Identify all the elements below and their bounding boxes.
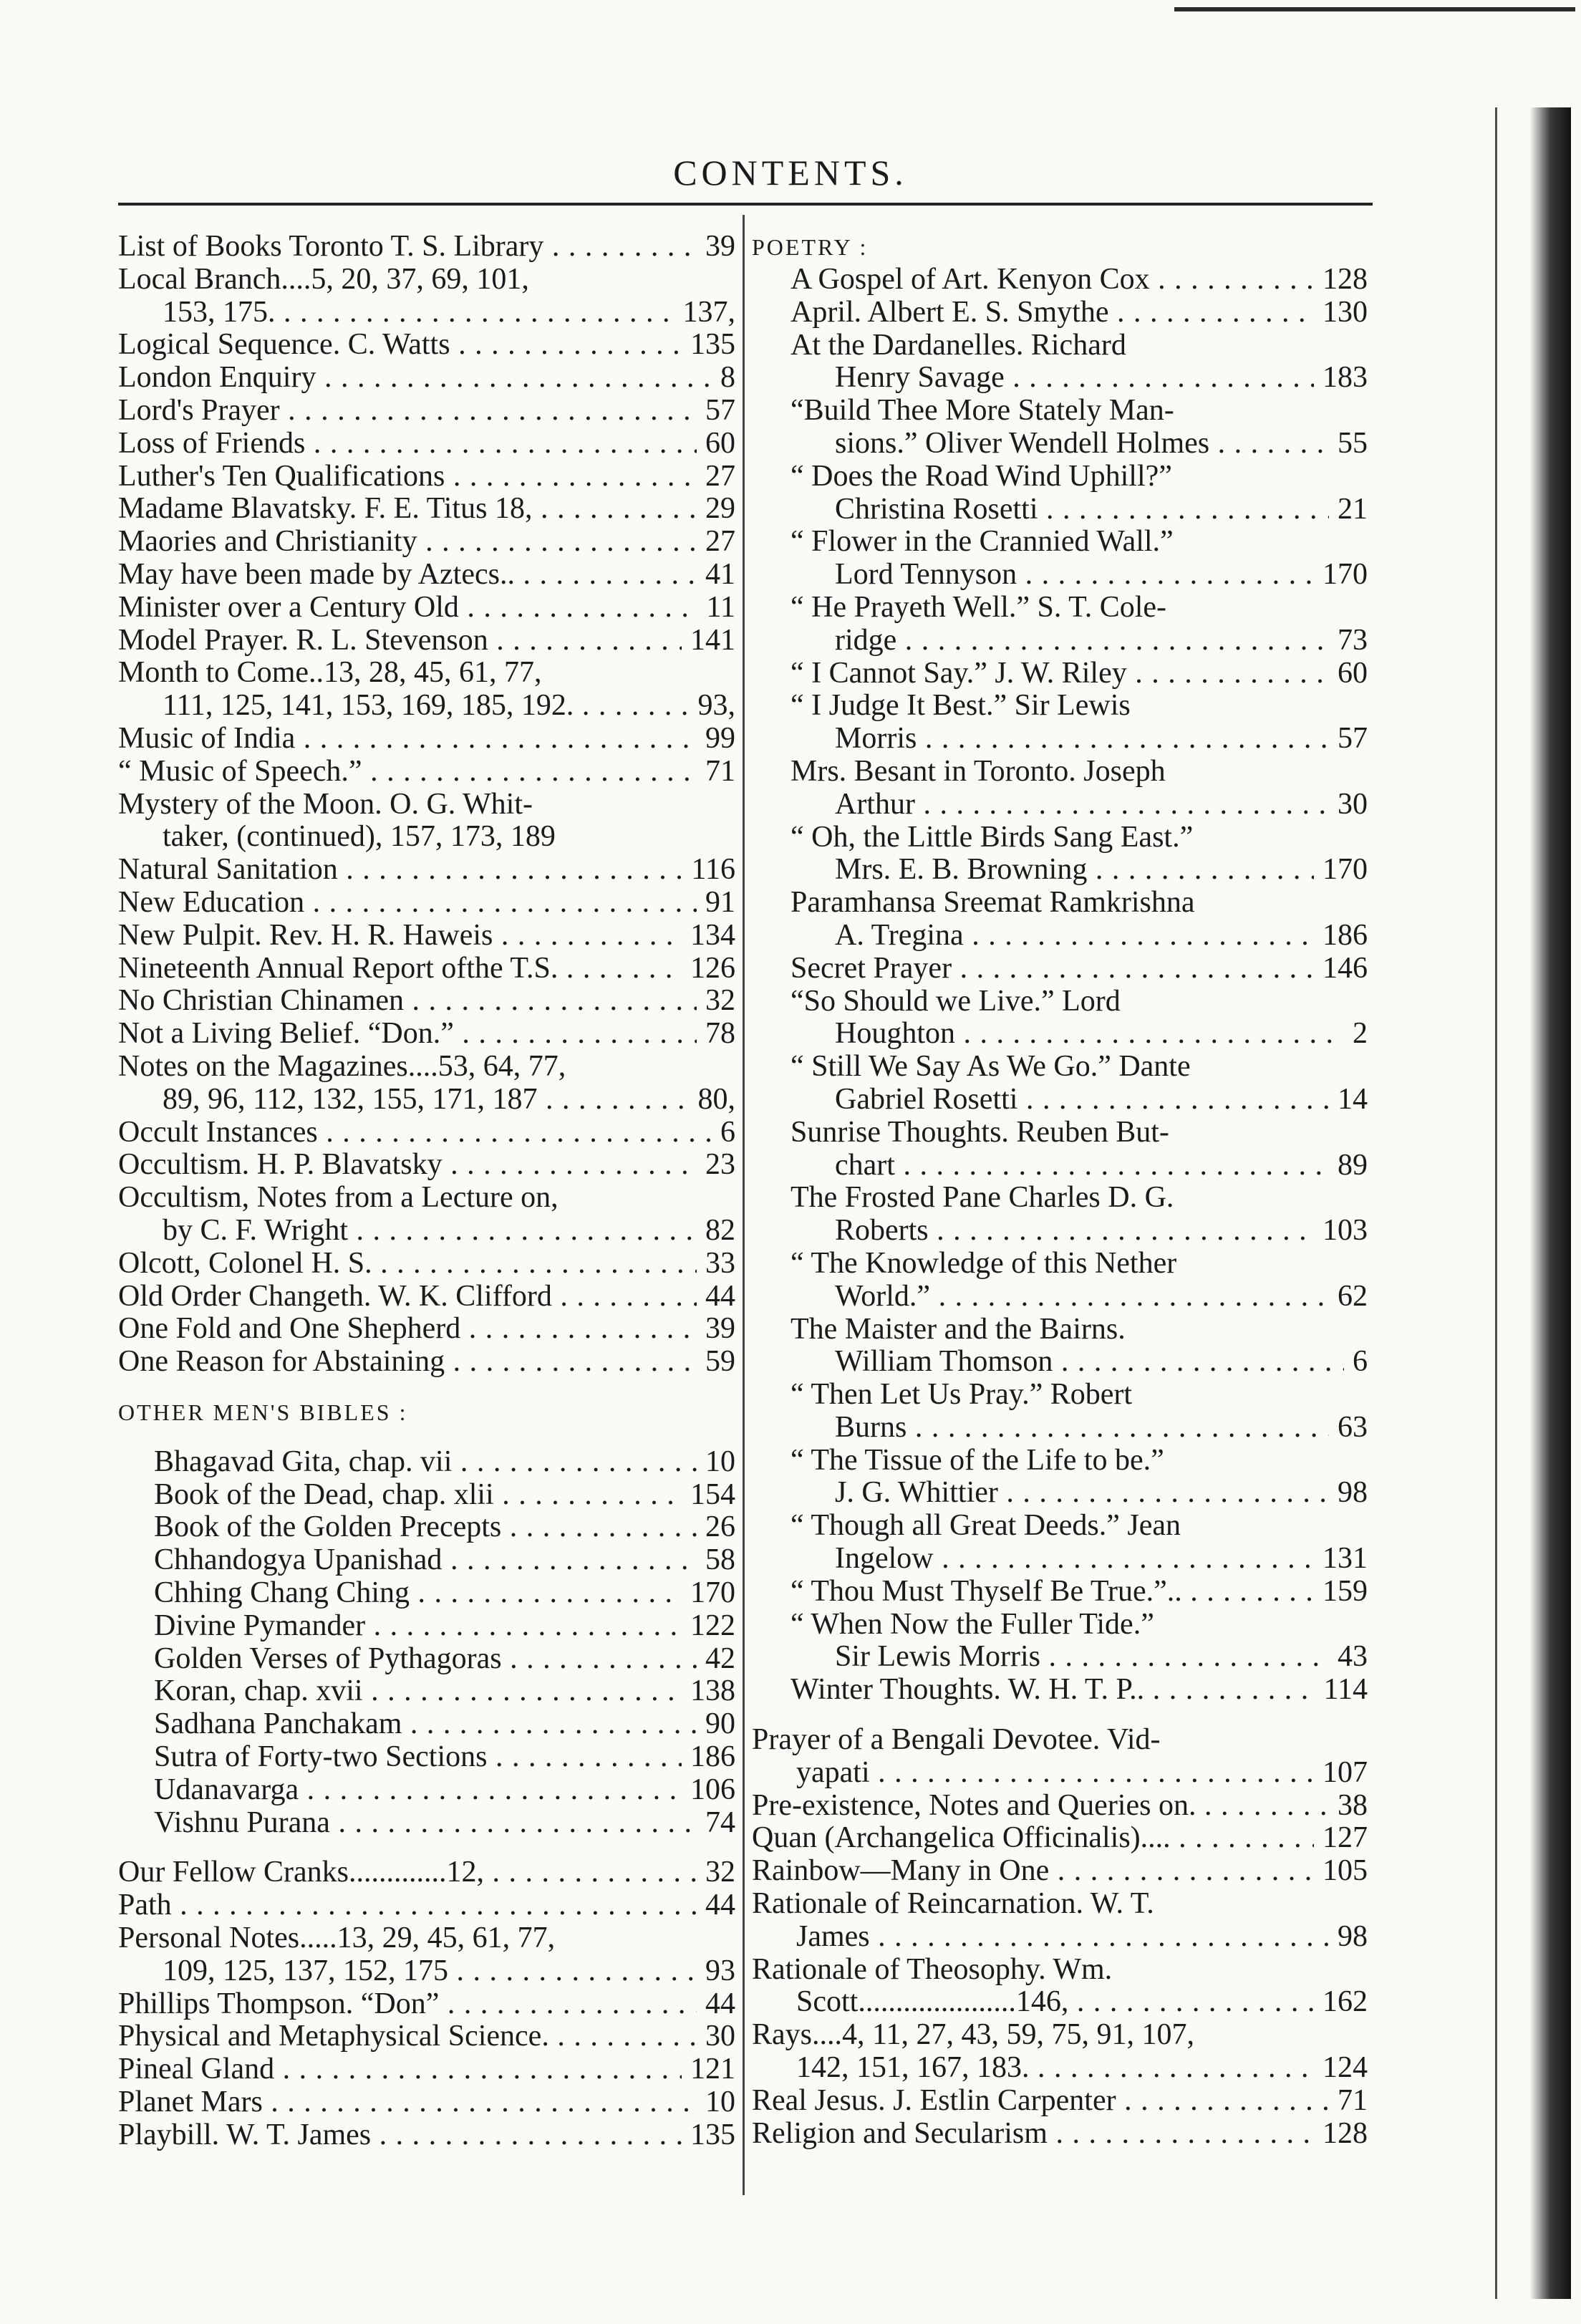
- entry-title: Henry Savage . . .: [835, 362, 1314, 395]
- entry-title: 89, 96, 112, 132, 155, 171, 187 . . .: [163, 1084, 690, 1117]
- entry-title: chart . . .: [835, 1149, 1329, 1182]
- index-entry: [752, 1724, 1368, 1790]
- entry-title: Arthur . . .: [835, 789, 1329, 821]
- page-number: 128: [1323, 263, 1368, 296]
- entry-title: Book of the Dead, chap. xlii . . .: [154, 1479, 682, 1512]
- index-entry: [118, 1117, 735, 1149]
- page-number: 11: [706, 590, 735, 624]
- index-entry: [118, 625, 735, 657]
- page-number: 71: [1338, 2083, 1368, 2117]
- bible-entry: [154, 1446, 735, 1479]
- title-rule: [118, 203, 1373, 206]
- index-entry: [118, 559, 735, 592]
- entry-title: At the Dardanelles. Richard: [790, 329, 1126, 362]
- index-entry: [118, 461, 735, 493]
- entry-title: The Frosted Pane Charles D. G.: [790, 1182, 1174, 1215]
- poem-entry: [790, 887, 1368, 953]
- page-number: 186: [1323, 918, 1368, 952]
- entry-title: yapati . . .: [796, 1757, 1314, 1790]
- index-entry: [118, 887, 735, 920]
- index-entry: [118, 1889, 735, 1922]
- page-number: 74: [705, 1805, 735, 1839]
- poem-entry: [790, 985, 1368, 1051]
- entry-title: Houghton . . .: [835, 1018, 1344, 1051]
- page-number: 60: [705, 426, 735, 460]
- entry-title: “So Should we Live.” Lord: [790, 985, 1121, 1018]
- index-entry: [752, 2019, 1368, 2085]
- entry-title: “ Flower in the Crannied Wall.”: [790, 526, 1174, 559]
- entry-title: “ Music of Speech.” . . .: [118, 756, 697, 789]
- index-entry: [752, 1888, 1368, 1954]
- entry-title: Vishnu Purana . . .: [154, 1807, 697, 1840]
- page-number: 135: [690, 328, 735, 362]
- entry-title: Sutra of Forty-two Sections . . .: [154, 1741, 682, 1774]
- poem-entry: [790, 1576, 1368, 1609]
- entry-title: Maories and Christianity . . .: [118, 526, 697, 559]
- entry-title: One Reason for Abstaining . . .: [118, 1346, 697, 1379]
- page-number: 116: [691, 853, 735, 887]
- entry-title: Minister over a Century Old . . .: [118, 592, 698, 625]
- entry-title: Path . . .: [118, 1889, 697, 1922]
- entry-title: Sadhana Panchakam . . .: [154, 1708, 697, 1741]
- entry-title: “ Thou Must Thyself Be True.”.. . . .: [790, 1576, 1314, 1609]
- entry-title: Rainbow—Many in One . . .: [752, 1855, 1314, 1888]
- poem-entry: [790, 1379, 1368, 1445]
- entry-title: J. G. Whittier . . .: [835, 1477, 1329, 1510]
- entry-title: Model Prayer. R. L. Stevenson . . .: [118, 625, 682, 657]
- entry-title: Prayer of a Bengali Devotee. Vid-: [752, 1724, 1161, 1757]
- entry-title: Lord's Prayer . . .: [118, 395, 697, 428]
- page-number: 93,: [697, 689, 735, 723]
- index-entry: [118, 2086, 735, 2119]
- entry-title: taker, (continued), 157, 173, 189: [163, 821, 556, 854]
- entry-title: Luther's Ten Qualifications . . .: [118, 461, 697, 493]
- index-entry: [752, 2118, 1368, 2151]
- page-number: 91: [705, 885, 735, 919]
- index-entry: [118, 493, 735, 526]
- entry-title: Pre-existence, Notes and Queries on. . . .: [752, 1790, 1329, 1823]
- page-number: 170: [1323, 853, 1368, 887]
- page-number: 114: [1323, 1673, 1368, 1707]
- entry-title: William Thomson . . .: [835, 1346, 1344, 1379]
- entry-title: No Christian Chinamen . . .: [118, 985, 697, 1018]
- entry-title: A Gospel of Art. Kenyon Cox . . .: [790, 264, 1314, 296]
- poem-entry: [790, 1445, 1368, 1510]
- page-number: 29: [705, 492, 735, 526]
- entry-title: ridge . . .: [835, 625, 1329, 657]
- page-number: 141: [690, 623, 735, 657]
- index-entry: [118, 1856, 735, 1889]
- entry-title: Morris . . .: [835, 723, 1329, 756]
- page-number: 33: [705, 1246, 735, 1280]
- page-number: 93: [705, 1954, 735, 1987]
- index-entry: [118, 1149, 735, 1182]
- entry-title: Religion and Secularism . . .: [752, 2118, 1314, 2151]
- entry-title: “ When Now the Fuller Tide.”: [790, 1608, 1154, 1641]
- index-entry: [118, 264, 735, 329]
- bible-entry: [154, 1643, 735, 1676]
- poem-entry: [790, 1510, 1368, 1576]
- index-entry: [118, 854, 735, 887]
- page-number: 162: [1323, 1985, 1368, 2019]
- page-number: 128: [1323, 2116, 1368, 2150]
- poem-entry: [790, 395, 1368, 461]
- page-number: 57: [1338, 722, 1368, 756]
- index-entry: [118, 723, 735, 756]
- index-entry: [118, 231, 735, 264]
- entry-title: Natural Sanitation . . .: [118, 854, 683, 887]
- bibles-list: [118, 1446, 735, 1840]
- page-number: 134: [690, 918, 735, 952]
- left-column: [118, 231, 735, 2152]
- index-entry: [752, 1954, 1368, 2020]
- page-number: 106: [690, 1773, 735, 1806]
- page-number: 10: [705, 2086, 735, 2119]
- index-entry: [118, 1248, 735, 1281]
- page-number: 6: [1353, 1345, 1368, 1379]
- bible-entry: [154, 1577, 735, 1610]
- index-entry: [118, 1051, 735, 1117]
- entry-title: Sunrise Thoughts. Reuben But-: [790, 1116, 1169, 1149]
- page-number: 135: [690, 2118, 735, 2151]
- poem-entry: [790, 690, 1368, 756]
- entry-title: James . . .: [796, 1921, 1329, 1954]
- index-entry: [118, 526, 735, 559]
- page-number: 21: [1338, 492, 1368, 526]
- entry-title: Our Fellow Cranks.............12, . . .: [118, 1856, 697, 1889]
- entry-title: Book of the Golden Precepts . . .: [154, 1511, 697, 1544]
- entry-title: Pineal Gland . . .: [118, 2053, 682, 2086]
- entry-title: Mystery of the Moon. O. G. Whit-: [118, 788, 533, 821]
- entry-title: 111, 125, 141, 153, 169, 185, 192. . . .: [163, 690, 690, 723]
- index-entry: [118, 953, 735, 985]
- entry-title: New Pulpit. Rev. H. R. Haweis . . .: [118, 920, 682, 953]
- entry-title: Nineteenth Annual Report ofthe T.S. . . .: [118, 953, 682, 985]
- entry-title: 142, 151, 167, 183. . . .: [796, 2052, 1314, 2085]
- entry-title: Burns . . .: [835, 1412, 1329, 1445]
- entry-title: Olcott, Colonel H. S. . . .: [118, 1248, 697, 1281]
- page-number: 43: [1338, 1640, 1368, 1674]
- entry-title: Mrs. E. B. Browning . . .: [835, 854, 1314, 887]
- page-number: 98: [1338, 1919, 1368, 1953]
- column-divider: [743, 215, 745, 2195]
- page-number: 30: [705, 2020, 735, 2053]
- entry-title: Udanavarga . . .: [154, 1774, 682, 1807]
- entry-title: April. Albert E. S. Smythe . . .: [790, 296, 1314, 329]
- entry-title: “ Does the Road Wind Uphill?”: [790, 460, 1172, 493]
- entry-title: Sir Lewis Morris . . .: [835, 1641, 1329, 1674]
- index-entry: [118, 428, 735, 461]
- index-entry: [752, 1822, 1368, 1855]
- page-number: 32: [705, 1856, 735, 1889]
- bible-entry: [154, 1708, 735, 1741]
- entry-title: Occultism, Notes from a Lecture on,: [118, 1182, 559, 1215]
- poem-entry: [790, 1182, 1368, 1248]
- index-entry: [118, 920, 735, 953]
- index-entry: [118, 1346, 735, 1379]
- page-number: 39: [705, 1312, 735, 1346]
- poem-entry: [790, 1609, 1368, 1674]
- entry-title: sions.” Oliver Wendell Holmes . . .: [835, 428, 1329, 461]
- page-number: 39: [705, 230, 735, 263]
- section-heading-poetry: POETRY :: [752, 234, 869, 260]
- left-entries-after: [118, 1856, 735, 2151]
- entry-title: Loss of Friends . . .: [118, 428, 697, 461]
- page-number: 60: [1338, 656, 1368, 690]
- page-number: 82: [705, 1213, 735, 1247]
- entry-title: Real Jesus. J. Estlin Carpenter . . .: [752, 2085, 1329, 2118]
- page-number: 127: [1323, 1821, 1368, 1855]
- page-number: 122: [690, 1609, 735, 1642]
- entry-title: Ingelow . . .: [835, 1543, 1314, 1576]
- entry-title: Playbill. W. T. James . . .: [118, 2119, 682, 2152]
- page-number: 131: [1323, 1542, 1368, 1576]
- page-number: 170: [690, 1576, 735, 1610]
- entry-title: Phillips Thompson. “Don” . . .: [118, 1988, 697, 2021]
- poem-entry: [790, 329, 1368, 395]
- entry-title: London Enquiry . . .: [118, 362, 712, 395]
- index-entry: [118, 1313, 735, 1346]
- page-number: 89: [1338, 1148, 1368, 1182]
- bible-entry: [154, 1741, 735, 1774]
- poem-entry: [790, 821, 1368, 887]
- entry-title: Rationale of Reincarnation. W. T.: [752, 1888, 1154, 1921]
- poem-entry: [790, 953, 1368, 985]
- page-number: 38: [1338, 1788, 1368, 1822]
- entry-title: Rays....4, 11, 27, 43, 59, 75, 91, 107,: [752, 2019, 1194, 2052]
- right-column: [752, 231, 1368, 2150]
- page-number: 80,: [697, 1082, 735, 1116]
- page-number: 105: [1323, 1854, 1368, 1888]
- poem-entry: [790, 592, 1368, 657]
- page-number: 42: [705, 1641, 735, 1675]
- entry-title: Koran, chap. xvii . . .: [154, 1675, 682, 1708]
- entry-title: “ Then Let Us Pray.” Robert: [790, 1379, 1133, 1412]
- page-number: 10: [705, 1445, 735, 1478]
- page-number: 44: [705, 1279, 735, 1313]
- poem-entry: [790, 1117, 1368, 1182]
- index-entry: [118, 2119, 735, 2152]
- entry-title: Chhing Chang Ching . . .: [154, 1577, 682, 1610]
- index-entry: [118, 329, 735, 362]
- entry-title: Quan (Archangelica Officinalis).... . . .: [752, 1822, 1314, 1855]
- bible-entry: [154, 1610, 735, 1643]
- poem-entry: [790, 461, 1368, 526]
- page-number: 55: [1338, 426, 1368, 460]
- page-number: 146: [1323, 951, 1368, 985]
- bible-entry: [154, 1544, 735, 1577]
- entry-title: “ The Knowledge of this Nether: [790, 1247, 1177, 1280]
- page-number: 126: [690, 951, 735, 985]
- right-entries-after: [752, 1724, 1368, 2150]
- entry-title: Not a Living Belief. “Don.” . . .: [118, 1018, 697, 1051]
- entry-title: List of Books Toronto T. S. Library . . .: [118, 231, 697, 264]
- page-number: 27: [705, 525, 735, 559]
- page-number: 159: [1323, 1574, 1368, 1608]
- page-number: 32: [705, 984, 735, 1018]
- page-number: 154: [690, 1477, 735, 1511]
- entry-title: Physical and Metaphysical Science. . . .: [118, 2020, 697, 2053]
- entry-title: 109, 125, 137, 152, 175 . . .: [163, 1955, 697, 1988]
- index-entry: [118, 756, 735, 789]
- entry-title: Madame Blavatsky. F. E. Titus 18, . . .: [118, 493, 697, 526]
- entry-title: World.” . . .: [835, 1281, 1329, 1313]
- index-entry: [118, 395, 735, 428]
- index-entry: [118, 1281, 735, 1313]
- bible-entry: [154, 1675, 735, 1708]
- entry-title: Notes on the Magazines....53, 64, 77,: [118, 1050, 566, 1083]
- bible-entry: [154, 1807, 735, 1840]
- page-edge-line: [1495, 107, 1497, 2299]
- entry-title: “ I Judge It Best.” Sir Lewis: [790, 690, 1131, 723]
- entry-title: Personal Notes.....13, 29, 45, 61, 77,: [118, 1922, 556, 1955]
- page-number: 186: [690, 1740, 735, 1774]
- bible-entry: [154, 1479, 735, 1512]
- entry-title: “ Though all Great Deeds.” Jean: [790, 1510, 1181, 1543]
- entry-title: “ I Cannot Say.” J. W. Riley . . .: [790, 657, 1329, 690]
- entry-title: Mrs. Besant in Toronto. Joseph: [790, 755, 1166, 788]
- poetry-list: [752, 264, 1368, 1707]
- entry-title: Local Branch....5, 20, 37, 69, 101,: [118, 263, 529, 296]
- page-number: 71: [705, 754, 735, 788]
- entry-title: May have been made by Aztecs.. . . .: [118, 559, 697, 592]
- poem-entry: [790, 1248, 1368, 1313]
- index-entry: [118, 1182, 735, 1248]
- page-number: 121: [690, 2053, 735, 2086]
- poem-entry: [790, 1313, 1368, 1379]
- entry-title: 153, 175. . . .: [163, 296, 675, 329]
- page-number: 14: [1338, 1082, 1368, 1116]
- index-entry: [118, 1988, 735, 2021]
- entry-title: Christina Rosetti . . .: [835, 493, 1329, 526]
- entry-title: “ Still We Say As We Go.” Dante: [790, 1051, 1191, 1084]
- entry-title: Roberts . . .: [835, 1215, 1314, 1248]
- poem-entry: [790, 657, 1368, 690]
- page-number: 99: [705, 721, 735, 755]
- index-entry: [118, 789, 735, 854]
- index-entry: [752, 1790, 1368, 1823]
- entry-title: One Fold and One Shepherd . . .: [118, 1313, 697, 1346]
- page-number: 57: [705, 393, 735, 427]
- entry-title: “Build Thee More Stately Man-: [790, 395, 1174, 428]
- page-number: 58: [705, 1543, 735, 1577]
- poem-entry: [790, 296, 1368, 329]
- entry-title: Month to Come..13, 28, 45, 61, 77,: [118, 657, 542, 690]
- poem-entry: [790, 264, 1368, 296]
- entry-title: Scott.....................146, . . .: [796, 1986, 1314, 2019]
- page-number: 78: [705, 1017, 735, 1051]
- entry-title: Occult Instances . . .: [118, 1117, 712, 1149]
- page-title: CONTENTS.: [673, 153, 908, 193]
- entry-title: “ Oh, the Little Birds Sang East.”: [790, 821, 1194, 854]
- page-number: 103: [1323, 1214, 1368, 1248]
- page-number: 107: [1323, 1755, 1368, 1789]
- left-entries: [118, 231, 735, 1379]
- page-number: 8: [720, 361, 735, 395]
- page-number: 2: [1353, 1017, 1368, 1051]
- page-number: 62: [1338, 1279, 1368, 1313]
- entry-title: Divine Pymander . . .: [154, 1610, 682, 1643]
- page-number: 170: [1323, 558, 1368, 592]
- entry-title: Rationale of Theosophy. Wm.: [752, 1953, 1113, 1986]
- page-number: 30: [1338, 787, 1368, 821]
- index-entry: [118, 2020, 735, 2053]
- page-number: 26: [705, 1510, 735, 1544]
- entry-title: Occultism. H. P. Blavatsky . . .: [118, 1149, 697, 1182]
- page-number: 6: [720, 1115, 735, 1149]
- page-number: 44: [705, 1987, 735, 2020]
- entry-title: Planet Mars . . .: [118, 2086, 697, 2119]
- bible-entry: [154, 1774, 735, 1807]
- page-edge-shadow: [1502, 107, 1571, 2299]
- entry-title: Old Order Changeth. W. K. Clifford . . .: [118, 1281, 697, 1313]
- index-entry: [752, 1855, 1368, 1888]
- index-entry: [118, 1922, 735, 1988]
- page-number: 98: [1338, 1476, 1368, 1510]
- entry-title: Chhandogya Upanishad . . .: [154, 1544, 697, 1577]
- entry-title: A. Tregina . . .: [835, 920, 1314, 953]
- entry-title: Gabriel Rosetti . . .: [835, 1084, 1329, 1117]
- entry-title: Lord Tennyson . . .: [835, 559, 1314, 592]
- bible-entry: [154, 1511, 735, 1544]
- poem-entry: [790, 1051, 1368, 1117]
- page-number: 73: [1338, 623, 1368, 657]
- index-entry: [118, 1018, 735, 1051]
- entry-title: Winter Thoughts. W. H. T. P.. . . .: [790, 1674, 1315, 1707]
- index-entry: [118, 657, 735, 723]
- entry-title: Golden Verses of Pythagoras . . .: [154, 1643, 697, 1676]
- entry-title: “ The Tissue of the Life to be.”: [790, 1444, 1164, 1477]
- index-entry: [118, 985, 735, 1018]
- page-number: 130: [1323, 295, 1368, 329]
- page-number: 138: [690, 1674, 735, 1708]
- page-number: 183: [1323, 361, 1368, 395]
- poem-entry: [790, 756, 1368, 821]
- top-rule: [1174, 7, 1575, 11]
- page-number: 27: [705, 459, 735, 493]
- section-heading-other-mens-bibles: OTHER MEN'S BIBLES :: [118, 1399, 408, 1425]
- page-number: 44: [705, 1889, 735, 1922]
- index-entry: [118, 592, 735, 625]
- entry-title: “ He Prayeth Well.” S. T. Cole-: [790, 591, 1166, 624]
- entry-title: The Maister and the Bairns.: [790, 1313, 1126, 1346]
- index-entry: [118, 362, 735, 395]
- entry-title: New Education . . .: [118, 887, 697, 920]
- page-number: 124: [1323, 2051, 1368, 2085]
- page-number: 59: [705, 1345, 735, 1379]
- entry-title: Paramhansa Sreemat Ramkrishna: [790, 887, 1195, 920]
- page-number: 23: [705, 1148, 735, 1182]
- poem-entry: [790, 1674, 1368, 1707]
- index-entry: [118, 2053, 735, 2086]
- page-number: 137,: [682, 295, 735, 329]
- entry-title: Logical Sequence. C. Watts . . .: [118, 329, 682, 362]
- entry-title: Music of India . . .: [118, 723, 697, 756]
- entry-title: Secret Prayer . . .: [790, 953, 1314, 985]
- page-number: 90: [705, 1707, 735, 1741]
- entry-title: by C. F. Wright . . .: [163, 1215, 697, 1248]
- entry-title: Bhagavad Gita, chap. vii . . .: [154, 1446, 697, 1479]
- page-number: 41: [705, 557, 735, 591]
- page-number: 63: [1338, 1410, 1368, 1444]
- poem-entry: [790, 526, 1368, 592]
- index-entry: [752, 2085, 1368, 2118]
